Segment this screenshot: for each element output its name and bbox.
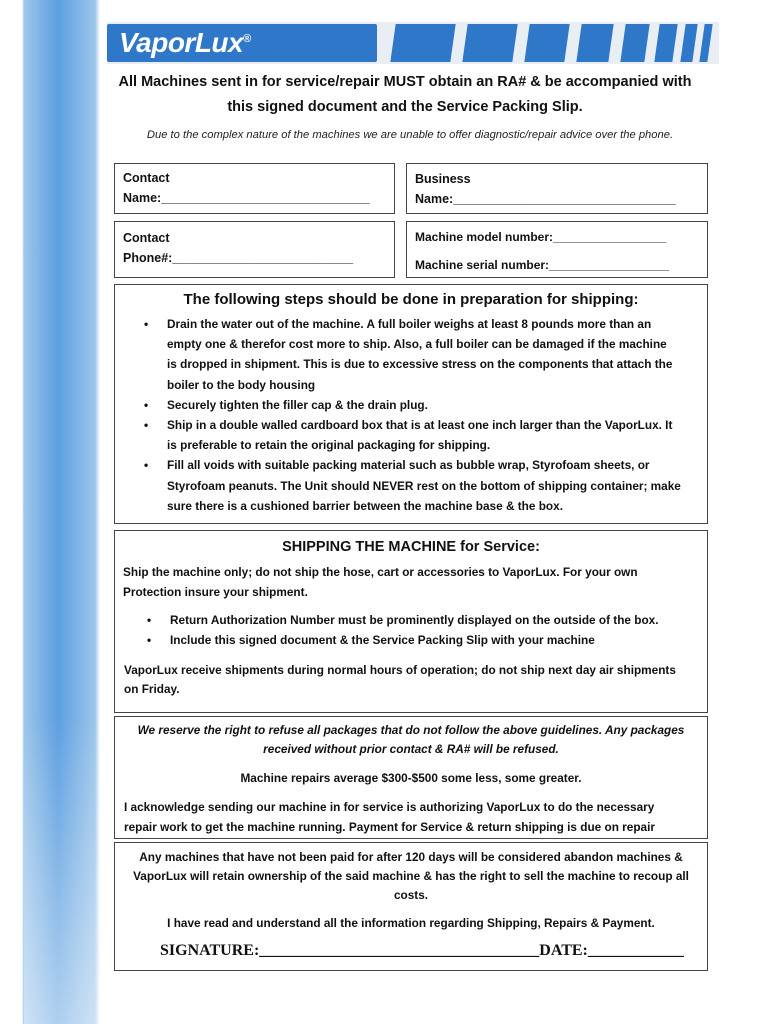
date-field[interactable]: DATE:____________ <box>539 942 684 959</box>
shipping-list <box>115 610 707 650</box>
list-item: • Fill all voids with suitable packing material such as bubble wrap, Styrofoam sheets, or Styrofoam peanuts. The Unit should NEVER rest on the bottom of shipping container; make sure there is a cushioned barrier between the machine base & the box. <box>167 455 707 516</box>
page-title: All Machines sent in for service/repair MUST obtain an RA# & be accompanied with this signed document and the Service Packing Slip. <box>118 74 692 115</box>
machine-info-field[interactable] <box>406 221 708 278</box>
header-banner <box>107 22 719 64</box>
shipping-prep-list <box>115 314 707 516</box>
business-name-field[interactable]: Business Name:________________________________ <box>406 163 708 214</box>
decorative-side-band <box>0 0 100 1024</box>
serial-number-field[interactable]: Machine serial number:__________________ <box>415 258 670 272</box>
shipping-prep-section <box>114 284 708 524</box>
contact-phone-field[interactable]: Contact Phone#:__________________________ <box>114 221 395 278</box>
signature-field[interactable]: SIGNATURE:___________________________________ <box>160 942 540 959</box>
refusal-policy: We reserve the right to refuse all packages that do not follow the above guidelines. Any packages received without prior contact & RA# will be refused. <box>137 723 685 756</box>
list-item: • Drain the water out of the machine. A full boiler weighs at least 8 pounds more than an empty one & therefor cost more to ship. Also, a full boiler can be damaged if the machine is dropped in shipment. This is due to excessive stress on the components that attach the boiler to the body housing <box>167 314 707 395</box>
policy-section <box>114 716 708 839</box>
shipping-section <box>114 530 708 713</box>
payment-section <box>114 842 708 971</box>
shipping-intro: Ship the machine only; do not ship the hose, cart or accessories to VaporLux. For your own Protection insure your shipment. <box>123 565 638 599</box>
disclaimer-text: Due to the complex nature of the machines we are unable to offer diagnostic/repair advice over the phone. <box>146 129 674 141</box>
header-stripes <box>389 24 719 62</box>
vaporlux-logo: VaporLux® <box>107 24 377 62</box>
shipping-hours: VaporLux receive shipments during normal hours of operation; do not ship next day air shipments on Friday. <box>124 663 676 697</box>
abandon-policy: Any machines that have not been paid for after 120 days will be considered abandon machines & VaporLux will retain ownership of the said machine & has the right to sell the machine to recoup all costs. <box>133 850 689 902</box>
repair-cost-note: Machine repairs average $300-$500 some less, some greater. <box>240 771 582 785</box>
model-number-field[interactable]: Machine model number:_________________ <box>415 230 667 244</box>
signature-row <box>160 942 707 960</box>
read-understand-statement: I have read and understand all the information regarding Shipping, Repairs & Payment. <box>167 916 655 930</box>
shipping-title: SHIPPING THE MACHINE for Service: <box>282 539 540 555</box>
list-item: • Securely tighten the filler cap & the drain plug. <box>167 395 707 415</box>
list-item: • Include this signed document & the Service Packing Slip with your machine <box>170 630 707 650</box>
list-item: • Ship in a double walled cardboard box that is at least one inch larger than the VaporLux. It is preferable to retain the original packaging for shipping. <box>167 415 707 455</box>
list-item: • Return Authorization Number must be prominently displayed on the outside of the box. <box>170 610 707 630</box>
shipping-prep-title: The following steps should be done in preparation for shipping: <box>183 291 639 308</box>
acknowledgement-text: I acknowledge sending our machine in for service is authorizing VaporLux to do the necessary repair work to get the machine running. Payment for Service & return shipping is due on repair <box>124 800 655 834</box>
contact-name-field[interactable]: Contact Name:______________________________ <box>114 163 395 214</box>
